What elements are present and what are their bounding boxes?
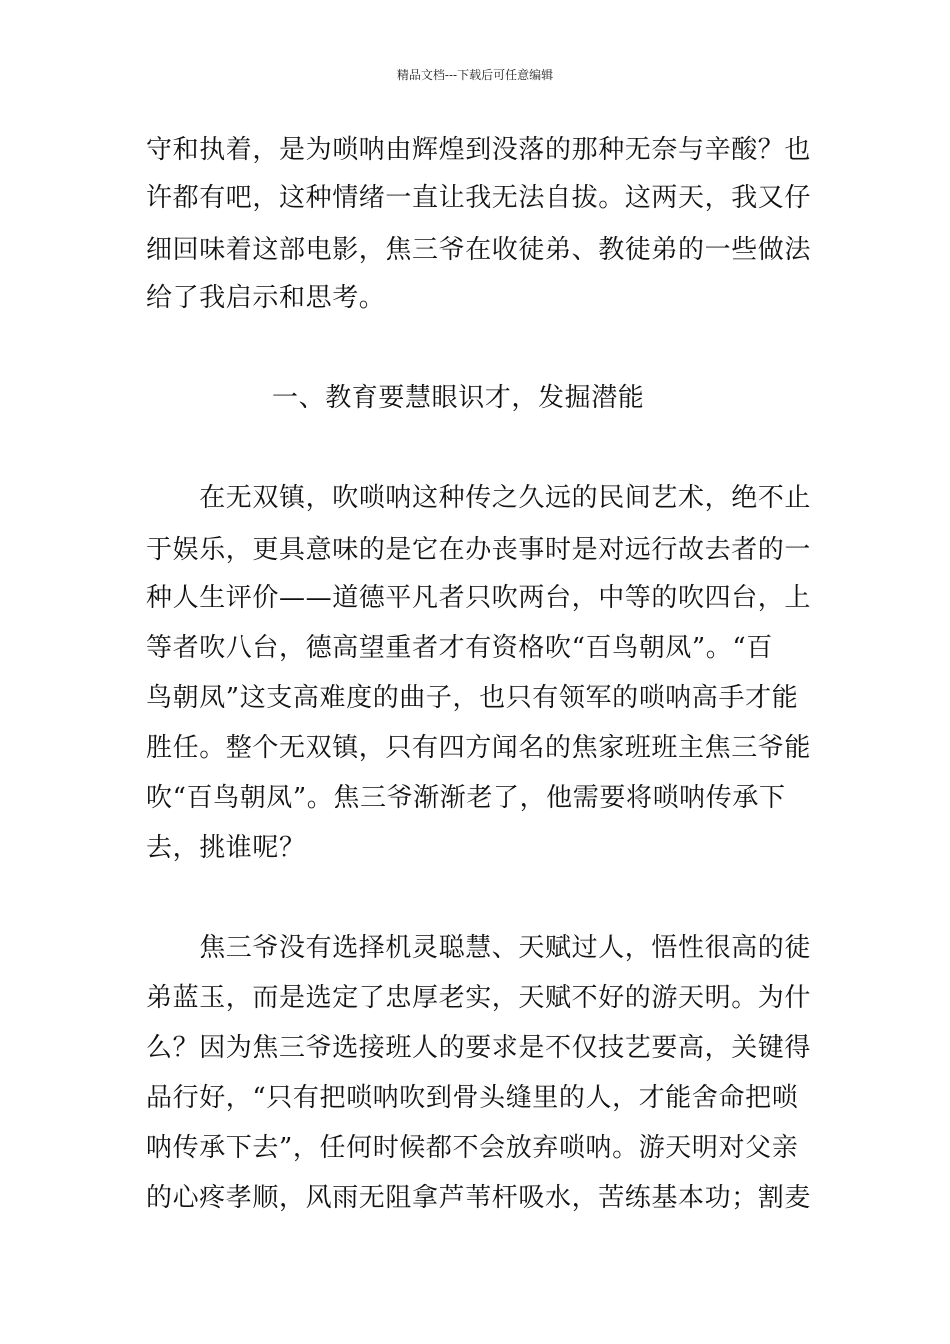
text-line: 品行好，“只有把唢呐吹到骨头缝里的人，才能舍命把唢: [146, 1083, 799, 1113]
text-line: 守和执着，是为唢呐由辉煌到没落的那种无奈与辛酸？也: [146, 135, 812, 165]
section-heading: 一、教育要慧眼识才，发掘潜能: [272, 383, 645, 413]
text-line: 在无双镇，吹唢呐这种传之久远的民间艺术，绝不止: [146, 483, 812, 513]
text-line: 吹“百鸟朝凤”。焦三爷渐渐老了，他需要将唢呐传承下: [146, 783, 786, 813]
text-line: 胜任。整个无双镇，只有四方闻名的焦家班班主焦三爷能: [146, 733, 812, 763]
text-line: 弟蓝玉，而是选定了忠厚老实，天赋不好的游天明。为什: [146, 983, 812, 1013]
text-line: 给了我启示和思考。: [146, 283, 386, 313]
text-line: 么？因为焦三爷选接班人的要求是不仅技艺要高，关键得: [146, 1033, 812, 1063]
text-line: 鸟朝凤”这支高难度的曲子，也只有领军的唢呐高手才能: [146, 683, 799, 713]
text-line: 许都有吧，这种情绪一直让我无法自拔。这两天，我又仔: [146, 183, 812, 213]
text-line: 焦三爷没有选择机灵聪慧、天赋过人，悟性很高的徒: [146, 933, 812, 963]
text-line: 细回味着这部电影，焦三爷在收徒弟、教徒弟的一些做法: [146, 235, 812, 265]
text-line: 于娱乐，更具意味的是它在办丧事时是对远行故去者的一: [146, 535, 812, 565]
text-line: 去，挑谁呢？: [146, 833, 306, 863]
text-line: 呐传承下去”，任何时候都不会放弃唢呐。游天明对父亲: [146, 1133, 799, 1163]
page-header: 精品文档---下载后可任意编辑: [396, 68, 554, 82]
text-line: 种人生评价——道德平凡者只吹两台，中等的吹四台，上: [146, 583, 812, 613]
text-line: 等者吹八台，德高望重者才有资格吹“百鸟朝凤”。“百: [146, 633, 773, 663]
text-line: 的心疼孝顺，风雨无阻拿芦苇杆吸水，苦练基本功；割麦: [146, 1183, 812, 1213]
